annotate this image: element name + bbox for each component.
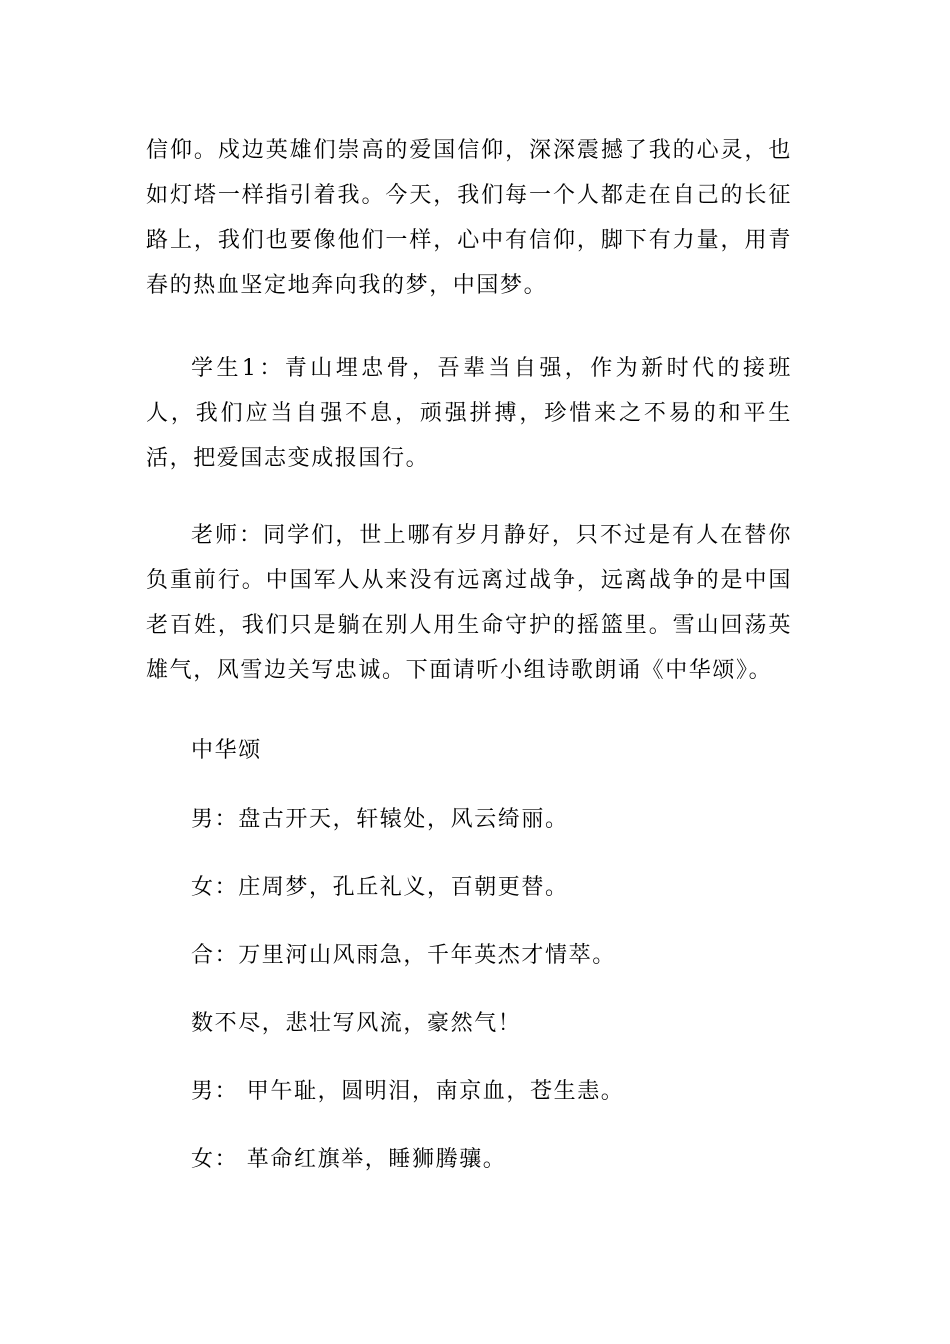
poem-line: 男： 甲午耻，圆明泪，南京血，苍生恚。 <box>191 1079 625 1104</box>
paragraph-continuation: 信仰。戍边英雄们崇高的爱国信仰，深深震撼了我的心灵，也如灯塔一样指引着我。今天，我们每一个人都走在自己的长征路上，我们也要像他们一样，心中有信仰，脚下有力量，用青春的热血坚定地奔向我的梦，中国梦。 <box>146 138 792 298</box>
paragraph-student-1: 学生1：青山埋忠骨，吾辈当自强，作为新时代的接班人，我们应当自强不息，顽强拼搏，珍惜来之不易的和平生活，把爱国志变成报国行。 <box>146 356 792 471</box>
poem-line: 女： 革命红旗举，睡狮腾骧。 <box>191 1147 507 1172</box>
poem-line: 合：万里河山风雨急，千年英杰才情萃。 <box>191 943 616 968</box>
poem-line: 数不尽，悲壮写风流，豪然气！ <box>191 1011 522 1036</box>
paragraph-teacher: 老师：同学们，世上哪有岁月静好，只不过是有人在替你负重前行。中国军人从来没有远离过战争，远离战争的是中国老百姓，我们只是躺在别人用生命守护的摇篮里。雪山回荡英雄气，风雪边关写忠诚。下面请听小组诗歌朗诵《中华颂》。 <box>146 523 792 683</box>
poem-line: 男：盘古开天，轩辕处，风云绮丽。 <box>191 807 569 832</box>
poem-line: 女：庄周梦，孔丘礼义，百朝更替。 <box>191 875 569 900</box>
poem-title: 中华颂 <box>191 738 262 763</box>
